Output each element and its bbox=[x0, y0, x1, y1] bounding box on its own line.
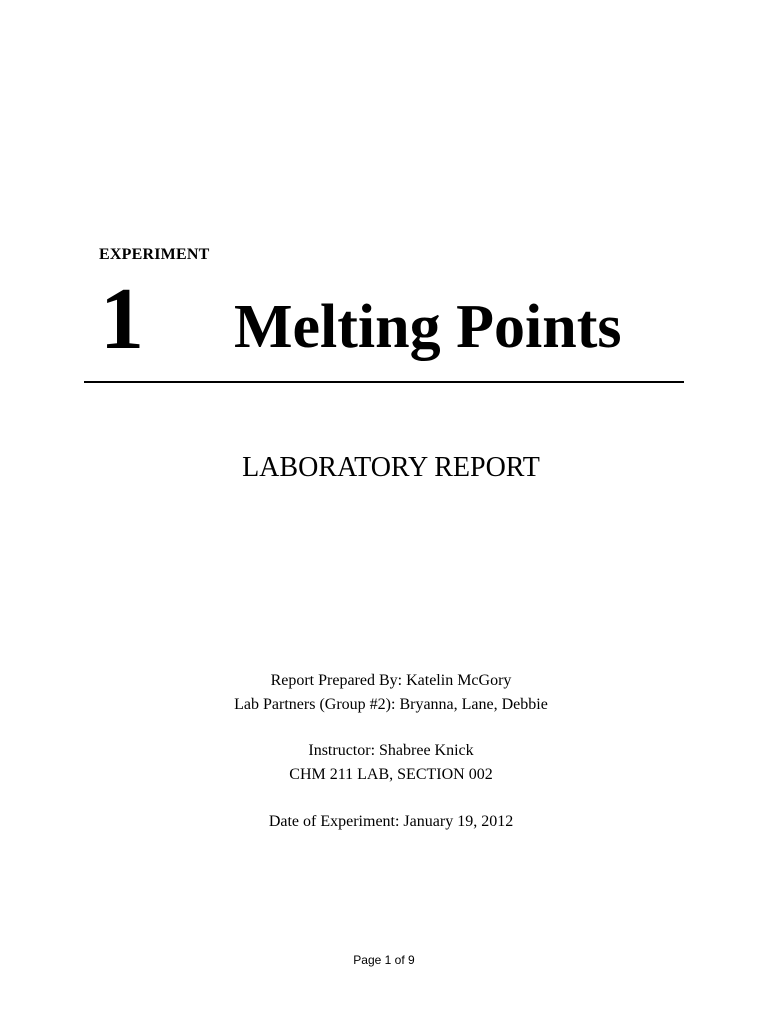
prepared-by-line: Report Prepared By: Katelin McGory bbox=[270, 672, 512, 689]
page-number-footer: Page 1 of 9 bbox=[353, 953, 415, 967]
experiment-label: EXPERIMENT bbox=[99, 246, 210, 263]
experiment-title: Melting Points bbox=[234, 293, 622, 361]
instructor-line: Instructor: Shabree Knick bbox=[308, 742, 474, 759]
report-type-heading: LABORATORY REPORT bbox=[242, 452, 540, 483]
title-divider bbox=[84, 381, 684, 383]
lab-partners-line: Lab Partners (Group #2): Bryanna, Lane, Debbie bbox=[234, 696, 548, 713]
course-section-line: CHM 211 LAB, SECTION 002 bbox=[289, 766, 493, 783]
experiment-date-line: Date of Experiment: January 19, 2012 bbox=[268, 813, 514, 830]
experiment-number: 1 bbox=[100, 271, 144, 368]
